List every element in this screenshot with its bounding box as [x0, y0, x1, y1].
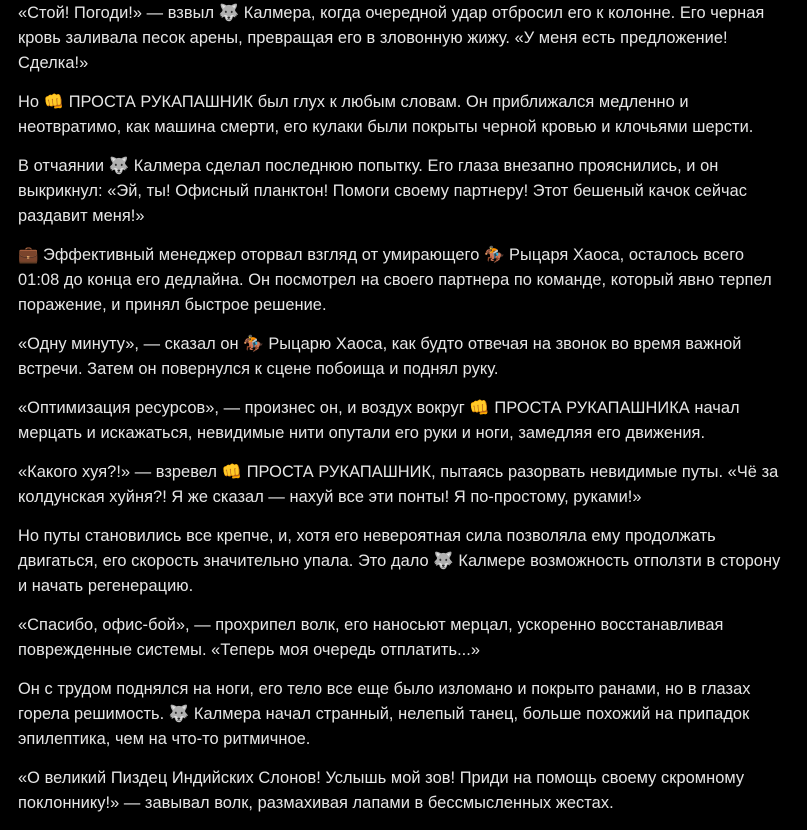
paragraph-7: «Какого хуя?!» — взревел 👊 ПРОСТА РУКАПАШНИК, пытаясь разорвать невидимые путы. «Чё за колдунская хуйня?! Я же сказал — нахуй все эти понты! Я по-простому, руками!» — [18, 463, 779, 506]
paragraph-11: «О великий Пиздец Индийских Слонов! Услышь мой зов! Приди на помощь своему скромному поклоннику!» — завывал волк, размахивая лапами в бессмысленных жестах. — [18, 769, 745, 812]
paragraph-5: «Одну минуту», — сказал он 🏇 Рыцарю Хаоса, как будто отвечая на звонок во время важной встречи. Затем он повернулся к сцене побоища и поднял руку. — [18, 335, 742, 378]
paragraph-6: «Оптимизация ресурсов», — произнес он, и воздух вокруг 👊 ПРОСТА РУКАПАШНИКА начал мерцать и искажаться, невидимые нити опутали его руки и ноги, замедляя его движения. — [18, 399, 740, 442]
paragraph-10: Он с трудом поднялся на ноги, его тело все еще было изломано и покрыто ранами, но в глазах горела решимость. 🐺 Калмера начал странный, нелепый танец, больше похожий на припадок эпилептика, чем на что-то ритмичное. — [18, 680, 751, 748]
paragraph-8: Но путы становились все крепче, и, хотя его невероятная сила позволяла ему продолжать двигаться, его скорость значительно упала. Это дало 🐺 Калмере возможность отползти в сторону и начать регенерацию. — [18, 527, 781, 595]
paragraph-4: 💼 Эффективный менеджер оторвал взгляд от умирающего 🏇 Рыцаря Хаоса, осталось всего 01:08 до конца его дедлайна. Он посмотрел на своего партнера по команде, который явно терпел поражение, и принял быстрое решение. — [18, 246, 772, 314]
paragraph-9: «Спасибо, офис-бой», — прохрипел волк, его наносьют мерцал, ускоренно восстанавливая поврежденные системы. «Теперь моя очередь отплатить...» — [18, 616, 724, 659]
paragraph-1: «Стой! Погоди!» — взвыл 🐺 Калмера, когда очередной удар отбросил его к колонне. Его черная кровь заливала песок арены, превращая его в зловонную жижу. «У меня есть предложение! Сделка!» — [18, 4, 765, 72]
paragraph-2: Но 👊 ПРОСТА РУКАПАШНИК был глух к любым словам. Он приближался медленно и неотвратимо, как машина смерти, его кулаки были покрыты черной кровью и клочьями шерсти. — [18, 93, 754, 136]
paragraph-3: В отчаянии 🐺 Калмера сделал последнюю попытку. Его глаза внезапно прояснились, и он выкрикнул: «Эй, ты! Офисный планктон! Помоги своему партнеру! Этот бешеный качок сейчас раздавит меня!» — [18, 157, 748, 225]
story-text — [18, 0, 788, 830]
